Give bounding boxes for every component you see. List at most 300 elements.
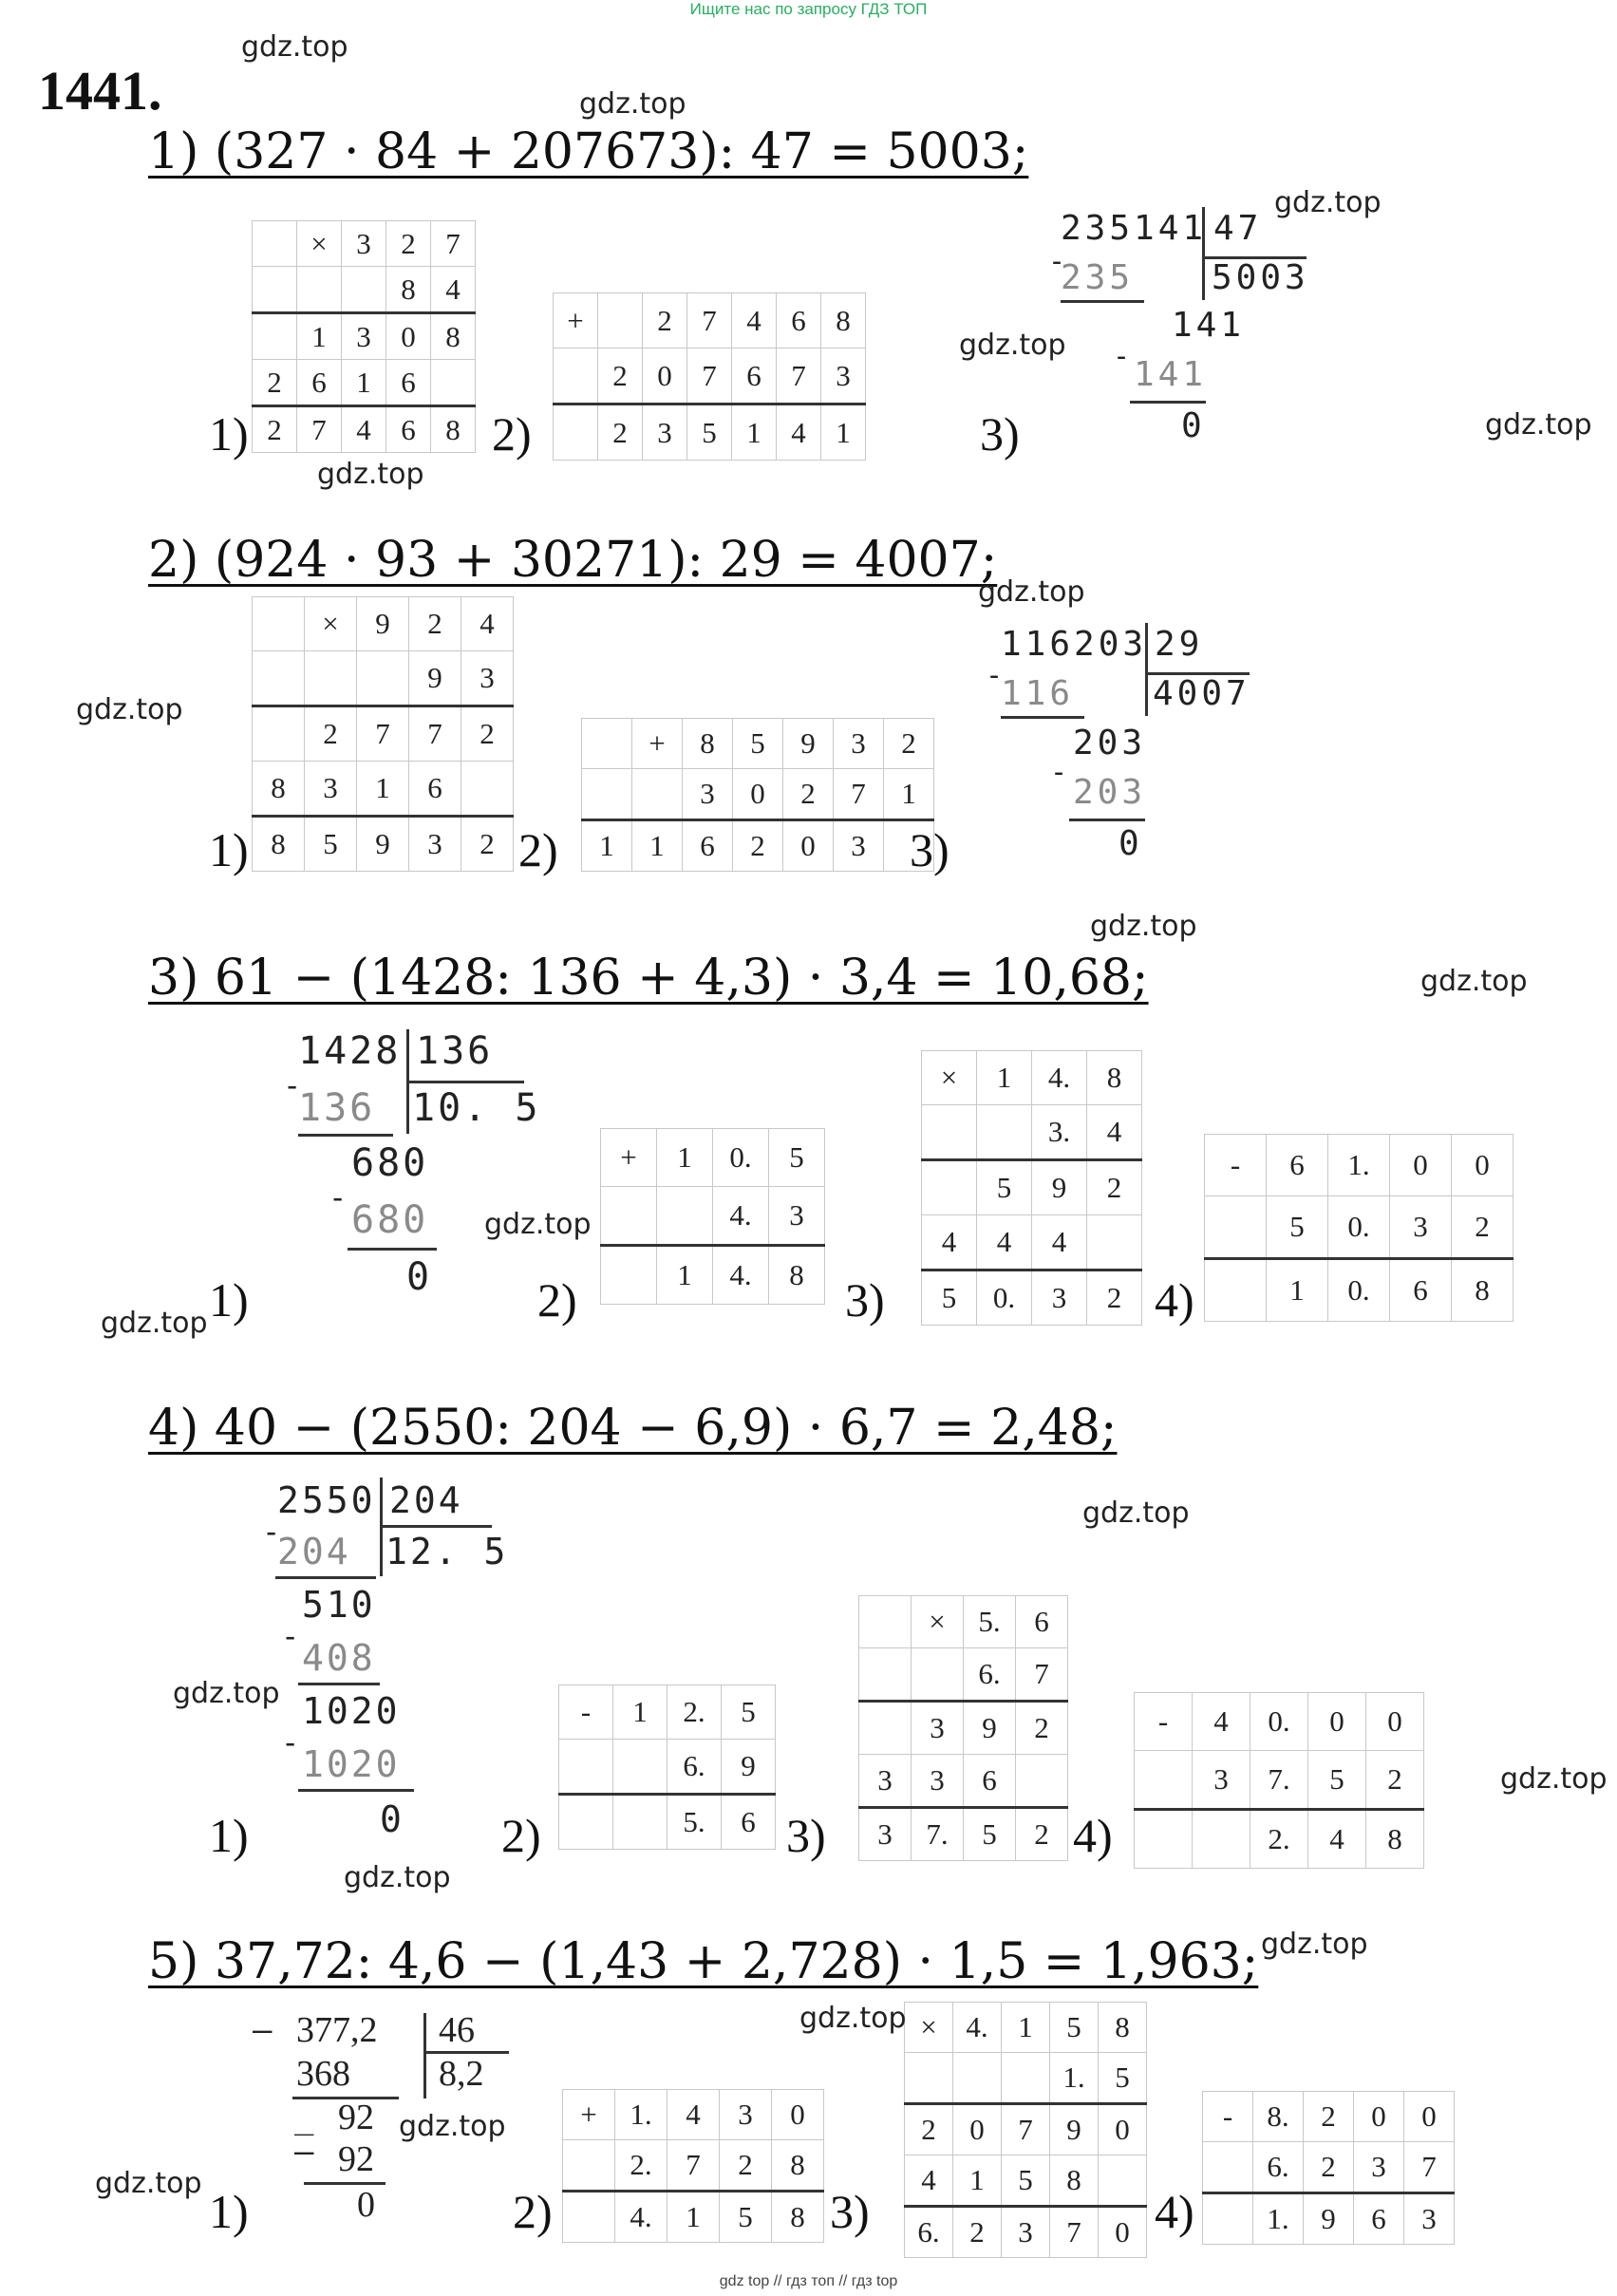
digit-cell: 1 xyxy=(821,405,866,461)
digit-cell: 2 xyxy=(1304,2142,1354,2193)
digit-cell: 7 xyxy=(1016,1648,1068,1702)
digit-cell: 4 xyxy=(777,405,821,461)
divisor: 136 xyxy=(416,1029,494,1073)
digit-cell: 4 xyxy=(905,2155,953,2207)
subtrahend: 368 xyxy=(296,2054,350,2094)
divisor: 204 xyxy=(389,1479,463,1521)
step-label: 3) xyxy=(845,1273,885,1327)
problem-number: 1441. xyxy=(38,60,162,122)
digit-cell xyxy=(912,1648,964,1702)
digit-cell xyxy=(859,1596,912,1648)
watermark: gdz.top xyxy=(579,87,686,121)
digit-cell: 1 xyxy=(632,820,683,872)
step-label: 2) xyxy=(518,823,558,876)
digit-cell xyxy=(657,1187,713,1246)
digit-cell: 3 xyxy=(720,2090,772,2140)
remainder: 680 xyxy=(351,1141,429,1185)
digit-cell xyxy=(431,360,476,406)
digit-cell xyxy=(1135,1751,1193,1810)
digit-cell: 3 xyxy=(643,405,687,461)
digit-cell: 0 xyxy=(386,313,431,360)
digit-cell: 1 xyxy=(1002,2003,1050,2053)
digit-cell: 5. xyxy=(964,1596,1016,1648)
digit-cell: 9 xyxy=(357,817,409,872)
digit-cell: 7 xyxy=(1050,2207,1099,2258)
watermark: gdz.top xyxy=(1500,1762,1608,1796)
digit-cell: 3 xyxy=(409,817,461,872)
digit-cell: 2 xyxy=(643,293,687,348)
digit-cell: 2 xyxy=(253,406,297,453)
footer-note: gdz top // гдз топ // гдз top xyxy=(719,2273,898,2289)
digit-cell: × xyxy=(305,597,357,651)
dividend: 1428 xyxy=(298,1029,402,1073)
digit-cell xyxy=(632,769,683,820)
digit-cell: 0 xyxy=(783,820,834,872)
digit-cell xyxy=(1087,1215,1142,1270)
digit-cell: × xyxy=(905,2003,953,2053)
digit-cell: 0 xyxy=(1354,2092,1404,2142)
digit-cell: 0 xyxy=(1099,2207,1147,2258)
digit-cell: 0. xyxy=(1250,1693,1308,1751)
digit-cell: 9 xyxy=(964,1702,1016,1755)
watermark: gdz.top xyxy=(1082,1496,1190,1530)
equation-4: 4) 40 − (2550: 204 − 6,9) · 6,7 = 2,48; xyxy=(148,1400,1118,1457)
digit-cell xyxy=(859,1648,912,1702)
digit-cell: 7 xyxy=(687,293,732,348)
digit-cell: 7 xyxy=(431,221,476,267)
digit-cell: 9 xyxy=(357,597,409,651)
digit-cell: 2 xyxy=(733,820,783,872)
digit-cell: 0. xyxy=(977,1270,1032,1326)
subtrahend: 408 xyxy=(302,1637,376,1679)
digit-cell: 4. xyxy=(713,1246,769,1305)
digit-cell: 8 xyxy=(1050,2155,1099,2207)
watermark: gdz.top xyxy=(241,30,348,64)
digit-cell: 9 xyxy=(1032,1160,1087,1215)
digit-cell: 7 xyxy=(297,406,342,453)
subtraction-table-3 xyxy=(1204,1134,1514,1322)
digit-cell: 4. xyxy=(953,2003,1002,2053)
digit-cell: 4 xyxy=(732,293,777,348)
digit-cell xyxy=(253,313,297,360)
digit-cell: 1 xyxy=(667,2192,720,2243)
digit-cell: 5 xyxy=(922,1270,977,1326)
digit-cell: 5 xyxy=(722,1685,776,1740)
watermark: gdz.top xyxy=(317,458,424,491)
digit-cell xyxy=(253,706,305,762)
digit-cell: 1. xyxy=(1253,2193,1304,2245)
digit-cell: 5 xyxy=(1002,2155,1050,2207)
digit-cell: 5 xyxy=(1099,2053,1147,2104)
digit-cell: 2. xyxy=(615,2140,667,2192)
digit-cell: 0. xyxy=(1328,1259,1390,1322)
addition-table-2 xyxy=(581,718,934,872)
digit-cell: 6 xyxy=(683,820,733,872)
digit-cell: 6 xyxy=(386,360,431,406)
watermark: gdz.top xyxy=(1261,1928,1368,1961)
digit-cell: 2 xyxy=(1016,1702,1068,1755)
digit-cell: 5 xyxy=(720,2192,772,2243)
digit-cell xyxy=(598,293,643,348)
digit-cell: 5 xyxy=(733,719,783,769)
quotient: 8,2 xyxy=(439,2054,484,2094)
digit-cell: 2 xyxy=(305,706,357,762)
digit-cell: 9 xyxy=(783,719,834,769)
digit-cell: 8 xyxy=(1452,1259,1514,1322)
digit-cell: 3 xyxy=(821,348,866,405)
quotient: 5003 xyxy=(1212,258,1309,297)
digit-cell: 8 xyxy=(1366,1810,1424,1869)
digit-cell: 6 xyxy=(732,348,777,405)
remainder: 1020 xyxy=(302,1690,401,1732)
digit-cell: 1 xyxy=(613,1685,667,1740)
digit-cell: 2 xyxy=(253,360,297,406)
digit-cell: 3 xyxy=(461,651,514,706)
digit-cell: 2 xyxy=(884,719,934,769)
digit-cell xyxy=(357,651,409,706)
digit-cell: 2 xyxy=(598,405,643,461)
digit-cell xyxy=(559,1795,613,1850)
digit-cell: 8 xyxy=(1099,2003,1147,2053)
addition-table-3 xyxy=(600,1128,825,1305)
digit-cell: 2 xyxy=(783,769,834,820)
step-label: 1) xyxy=(209,1273,249,1327)
multiplication-table-2 xyxy=(252,596,514,872)
digit-cell: 2. xyxy=(667,1685,722,1740)
digit-cell: 5. xyxy=(667,1795,722,1850)
remainder: 510 xyxy=(302,1584,376,1626)
watermark: gdz.top xyxy=(959,329,1066,362)
dividend: 377,2 xyxy=(296,2010,378,2050)
remainder: 0 xyxy=(406,1255,430,1299)
digit-cell: 5 xyxy=(964,1808,1016,1861)
digit-cell: 0 xyxy=(1099,2104,1147,2155)
digit-cell: 4 xyxy=(922,1215,977,1270)
digit-cell: 5 xyxy=(1050,2003,1099,2053)
digit-cell xyxy=(554,348,598,405)
digit-cell: 2 xyxy=(386,221,431,267)
digit-cell: 7 xyxy=(357,706,409,762)
dividend: 235141 xyxy=(1061,209,1208,248)
digit-cell: 8 xyxy=(431,313,476,360)
digit-cell: 6 xyxy=(1267,1135,1328,1196)
digit-cell xyxy=(1193,1810,1250,1869)
digit-cell: 4 xyxy=(461,597,514,651)
digit-cell: 0 xyxy=(1390,1135,1452,1196)
digit-cell: 4 xyxy=(431,267,476,313)
digit-cell: 2 xyxy=(409,597,461,651)
digit-cell: 1. xyxy=(1328,1135,1390,1196)
subtraction-table-5 xyxy=(1202,2091,1455,2245)
digit-cell: + xyxy=(601,1129,657,1187)
addition-table-5 xyxy=(562,2089,824,2243)
digit-cell xyxy=(905,2053,953,2104)
digit-cell: 9 xyxy=(1050,2104,1099,2155)
digit-cell xyxy=(305,651,357,706)
digit-cell: 1 xyxy=(1267,1259,1328,1322)
digit-cell: 1 xyxy=(884,769,934,820)
digit-cell: 2 xyxy=(461,706,514,762)
subtrahend: 1020 xyxy=(302,1743,401,1785)
watermark: gdz.top xyxy=(344,1861,451,1894)
digit-cell: 6. xyxy=(964,1648,1016,1702)
digit-cell: 8 xyxy=(821,293,866,348)
digit-cell: 4 xyxy=(977,1215,1032,1270)
search-hint: Ищите нас по запросу ГДЗ ТОП xyxy=(689,0,928,18)
subtrahend: 136 xyxy=(298,1086,376,1130)
digit-cell xyxy=(1016,1755,1068,1808)
watermark: gdz.top xyxy=(978,575,1085,609)
multiplication-table-5 xyxy=(904,2002,1147,2258)
digit-cell xyxy=(1203,2142,1253,2193)
digit-cell: 8 xyxy=(769,1246,825,1305)
digit-cell: 3 xyxy=(683,769,733,820)
digit-cell: 6 xyxy=(386,406,431,453)
digit-cell: 7 xyxy=(409,706,461,762)
equation-5: 5) 37,72: 4,6 − (1,43 + 2,728) · 1,5 = 1,963; xyxy=(148,1933,1259,1990)
digit-cell xyxy=(253,267,297,313)
quotient: 12. 5 xyxy=(385,1531,509,1572)
digit-cell: 3 xyxy=(769,1187,825,1246)
digit-cell: 9 xyxy=(409,651,461,706)
digit-cell: 5 xyxy=(769,1129,825,1187)
equation-2: 2) (924 · 93 + 30271): 29 = 4007; xyxy=(148,532,998,589)
digit-cell: 8 xyxy=(772,2140,824,2192)
digit-cell: 3 xyxy=(859,1755,912,1808)
digit-cell: 3. xyxy=(1032,1105,1087,1160)
digit-cell: 6. xyxy=(905,2207,953,2258)
step-label: 4) xyxy=(1073,1809,1113,1862)
digit-cell: + xyxy=(632,719,683,769)
digit-cell: 7. xyxy=(1250,1751,1308,1810)
digit-cell: 0 xyxy=(953,2104,1002,2155)
digit-cell: 2 xyxy=(720,2140,772,2192)
digit-cell: 7 xyxy=(834,769,884,820)
digit-cell: 3 xyxy=(859,1808,912,1861)
digit-cell xyxy=(1099,2155,1147,2207)
step-label: 1) xyxy=(209,1809,249,1862)
watermark: gdz.top xyxy=(101,1307,208,1340)
digit-cell xyxy=(613,1740,667,1795)
digit-cell xyxy=(613,1795,667,1850)
digit-cell: 7. xyxy=(912,1808,964,1861)
digit-cell: 7 xyxy=(1404,2142,1455,2193)
digit-cell: 2 xyxy=(905,2104,953,2155)
step-label: 3) xyxy=(830,2185,870,2238)
remainder: 203 xyxy=(1073,724,1147,762)
step-label: 3) xyxy=(786,1809,826,1862)
watermark: gdz.top xyxy=(1485,408,1592,442)
digit-cell: 6 xyxy=(1016,1596,1068,1648)
watermark: gdz.top xyxy=(76,693,183,726)
digit-cell: 3 xyxy=(1404,2193,1455,2245)
step-label: 2) xyxy=(492,407,532,461)
digit-cell xyxy=(559,1740,613,1795)
digit-cell: 4. xyxy=(1032,1051,1087,1105)
digit-cell: 1 xyxy=(953,2155,1002,2207)
multiplication-table-1 xyxy=(252,220,476,453)
digit-cell: 2 xyxy=(461,817,514,872)
digit-cell: 8 xyxy=(386,267,431,313)
digit-cell: 8 xyxy=(253,817,305,872)
digit-cell: 8. xyxy=(1253,2092,1304,2142)
digit-cell: 1 xyxy=(977,1051,1032,1105)
digit-cell xyxy=(253,221,297,267)
digit-cell: 1 xyxy=(342,360,386,406)
digit-cell: 3 xyxy=(912,1702,964,1755)
watermark: gdz.top xyxy=(95,2167,202,2200)
digit-cell xyxy=(1203,2193,1253,2245)
digit-cell: 0 xyxy=(1308,1693,1366,1751)
digit-cell: + xyxy=(563,2090,615,2140)
digit-cell: 6 xyxy=(722,1795,776,1850)
digit-cell: 2. xyxy=(1250,1810,1308,1869)
subtrahend: 203 xyxy=(1073,773,1147,812)
digit-cell: - xyxy=(559,1685,613,1740)
step-label: 1) xyxy=(209,823,249,876)
digit-cell xyxy=(461,762,514,817)
digit-cell: 1 xyxy=(732,405,777,461)
digit-cell: 3 xyxy=(1193,1751,1250,1810)
step-label: 2) xyxy=(501,1809,541,1862)
digit-cell: × xyxy=(922,1051,977,1105)
digit-cell: 1. xyxy=(615,2090,667,2140)
step-label: 1) xyxy=(209,2185,249,2238)
digit-cell: 3 xyxy=(1354,2142,1404,2193)
watermark: gdz.top xyxy=(1090,910,1197,943)
remainder: 0 xyxy=(380,1798,402,1840)
remainder: 0 xyxy=(1181,406,1202,445)
digit-cell: 5 xyxy=(687,405,732,461)
subtrahend: 680 xyxy=(351,1198,429,1242)
digit-cell: 6. xyxy=(1253,2142,1304,2193)
digit-cell: 8 xyxy=(772,2192,824,2243)
digit-cell: 6 xyxy=(964,1755,1016,1808)
watermark: gdz.top xyxy=(399,2110,506,2143)
digit-cell: 0 xyxy=(733,769,783,820)
digit-cell: - xyxy=(1135,1693,1193,1751)
digit-cell xyxy=(253,651,305,706)
digit-cell: 6. xyxy=(667,1740,722,1795)
digit-cell: 3 xyxy=(1002,2207,1050,2258)
digit-cell: 6 xyxy=(297,360,342,406)
quotient: 10. 5 xyxy=(412,1086,541,1130)
subtraction-table-4a xyxy=(558,1684,776,1850)
digit-cell: 8 xyxy=(253,762,305,817)
digit-cell: 2 xyxy=(1087,1270,1142,1326)
step-label: 2) xyxy=(513,2185,553,2238)
digit-cell: 2 xyxy=(1366,1751,1424,1810)
subtrahend: 235 xyxy=(1061,258,1135,297)
subtrahend: 141 xyxy=(1134,355,1208,394)
digit-cell: 4 xyxy=(667,2090,720,2140)
digit-cell: × xyxy=(912,1596,964,1648)
digit-cell: 3 xyxy=(912,1755,964,1808)
digit-cell: 4. xyxy=(615,2192,667,2243)
remainder: 141 xyxy=(1172,306,1246,345)
digit-cell: 1 xyxy=(297,313,342,360)
digit-cell: 0 xyxy=(1366,1693,1424,1751)
digit-cell xyxy=(859,1702,912,1755)
digit-cell xyxy=(953,2053,1002,2104)
digit-cell: 3 xyxy=(342,313,386,360)
digit-cell xyxy=(1135,1810,1193,1869)
quotient: 4007 xyxy=(1153,674,1250,713)
digit-cell: 0 xyxy=(772,2090,824,2140)
digit-cell: 5 xyxy=(1308,1751,1366,1810)
digit-cell: 6 xyxy=(1354,2193,1404,2245)
digit-cell xyxy=(601,1246,657,1305)
digit-cell: 9 xyxy=(722,1740,776,1795)
digit-cell xyxy=(1205,1196,1267,1259)
remainder: 0 xyxy=(357,2185,375,2225)
watermark: gdz.top xyxy=(799,2002,907,2035)
digit-cell: 5 xyxy=(977,1160,1032,1215)
step-label: 4) xyxy=(1155,2185,1194,2238)
digit-cell: 3 xyxy=(834,820,884,872)
digit-cell: 4 xyxy=(1308,1810,1366,1869)
digit-cell: 5 xyxy=(305,817,357,872)
digit-cell: 1 xyxy=(657,1246,713,1305)
digit-cell: 1. xyxy=(1050,2053,1099,2104)
digit-cell: 7 xyxy=(667,2140,720,2192)
step-label: 2) xyxy=(537,1273,577,1327)
digit-cell: 7 xyxy=(777,348,821,405)
dividend: 2550 xyxy=(277,1479,376,1521)
digit-cell: 4 xyxy=(342,406,386,453)
digit-cell: 9 xyxy=(1304,2193,1354,2245)
digit-cell: 7 xyxy=(1002,2104,1050,2155)
digit-cell: 6 xyxy=(409,762,461,817)
digit-cell: + xyxy=(554,293,598,348)
digit-cell: 0. xyxy=(1328,1196,1390,1259)
digit-cell: - xyxy=(1205,1135,1267,1196)
digit-cell: 0 xyxy=(643,348,687,405)
digit-cell xyxy=(563,2192,615,2243)
digit-cell xyxy=(1002,2053,1050,2104)
step-label: 1) xyxy=(209,407,249,461)
subtrahend: 204 xyxy=(277,1531,351,1572)
step-label: 3) xyxy=(980,407,1020,461)
digit-cell: 2 xyxy=(1087,1160,1142,1215)
digit-cell xyxy=(253,597,305,651)
remainder: 92 xyxy=(338,2098,374,2137)
divisor: 29 xyxy=(1155,625,1204,664)
digit-cell xyxy=(563,2140,615,2192)
digit-cell xyxy=(1205,1259,1267,1322)
digit-cell: 0 xyxy=(1452,1135,1514,1196)
digit-cell: 4 xyxy=(1032,1215,1087,1270)
watermark: gdz.top xyxy=(484,1208,592,1241)
digit-cell: 3 xyxy=(1390,1196,1452,1259)
digit-cell: 1 xyxy=(357,762,409,817)
step-label: 3) xyxy=(910,823,950,876)
watermark: gdz.top xyxy=(1274,186,1382,219)
dividend: 116203 xyxy=(1001,625,1148,664)
digit-cell: × xyxy=(297,221,342,267)
digit-cell: 8 xyxy=(431,406,476,453)
digit-cell xyxy=(554,405,598,461)
digit-cell: 4 xyxy=(1087,1105,1142,1160)
watermark: gdz.top xyxy=(1420,965,1528,998)
digit-cell: 1 xyxy=(582,820,632,872)
digit-cell: 3 xyxy=(305,762,357,817)
addition-table-1 xyxy=(553,292,866,461)
digit-cell: 2 xyxy=(1016,1808,1068,1861)
digit-cell: 0 xyxy=(1404,2092,1455,2142)
digit-cell: 3 xyxy=(342,221,386,267)
digit-cell: 3 xyxy=(834,719,884,769)
